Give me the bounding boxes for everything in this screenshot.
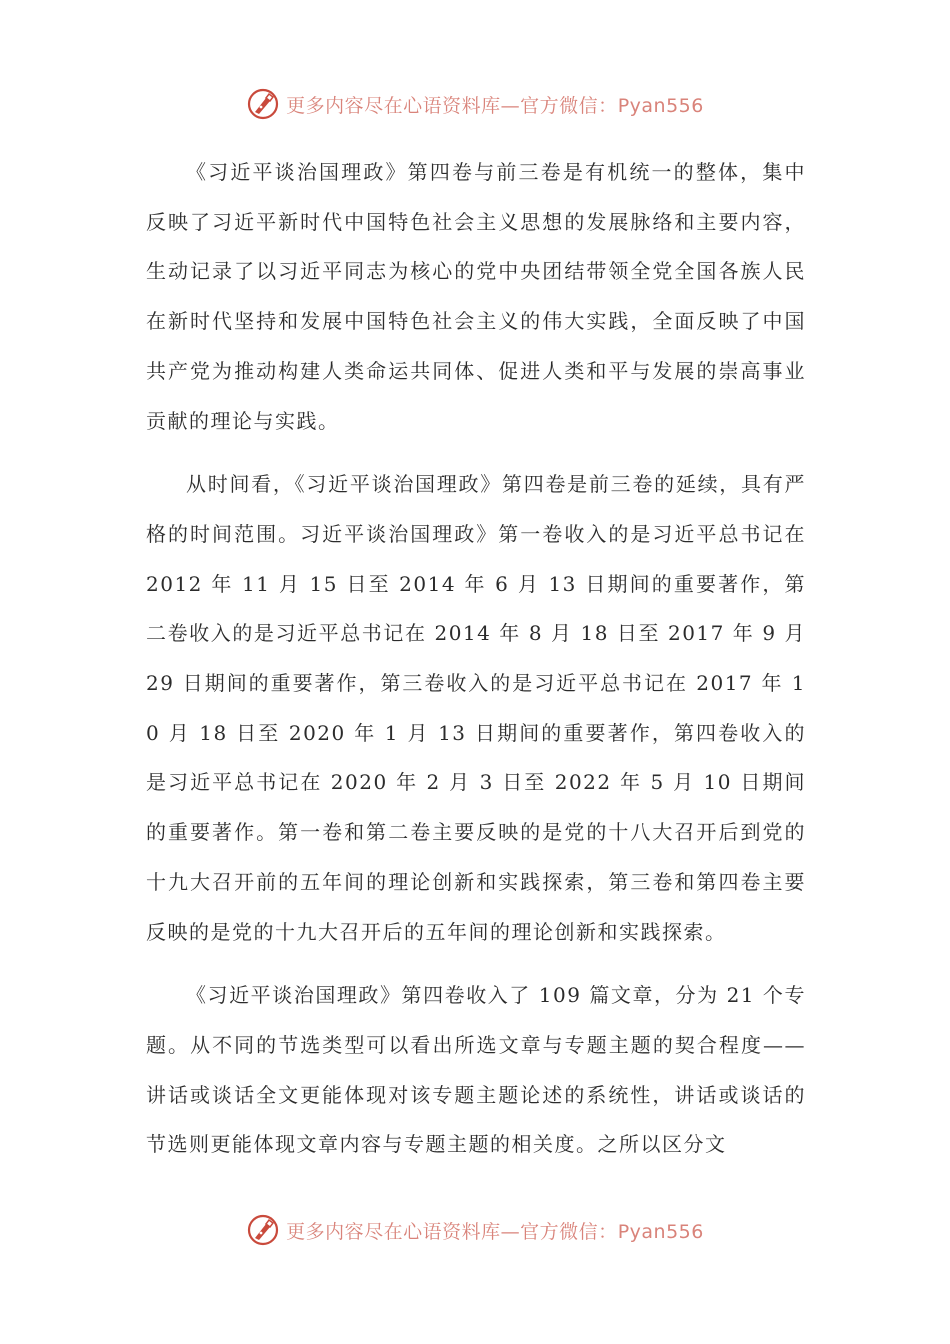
watermark-wechat-label: 官方微信： (520, 1220, 618, 1243)
pen-nib-logo-icon (246, 87, 280, 121)
pen-nib-logo-icon (246, 1213, 280, 1247)
header-watermark (0, 84, 950, 124)
paragraph-1: 《习近平谈治国理政》第四卷与前三卷是有机统一的整体，集中反映了习近平新时代中国特色社会主义思想的发展脉络和主要内容，生动记录了以习近平同志为核心的党中央团结带领全党全国各族人民在新时代坚持和发展中国特色社会主义的伟大实践，全面反映了中国共产党为推动构建人类命运共同体、促进人类和平与发展的崇高事业贡献的理论与实践。 (146, 160, 806, 433)
watermark-wechat-id: Pyan556 (617, 1220, 704, 1243)
watermark-prefix: 更多内容尽在心语资料库 (286, 94, 501, 117)
watermark-wechat-label: 官方微信： (520, 94, 618, 117)
watermark-dash: — (500, 94, 521, 117)
paragraph-3: 《习近平谈治国理政》第四卷收入了 109 篇文章，分为 21 个专题。从不同的节选类型可以看出所选文章与专题主题的契合程度——讲话或谈话全文更能体现对该专题主题论述的系统性，讲话或谈话的节选则更能体现文章内容与专题主题的相关度。之所以区分文 (146, 983, 806, 1157)
watermark-text (286, 1217, 704, 1244)
body-text (146, 148, 806, 1184)
watermark-text (286, 91, 704, 118)
watermark-dash: — (500, 1220, 521, 1243)
footer-watermark (0, 1210, 950, 1250)
watermark-wechat-id: Pyan556 (617, 94, 704, 117)
watermark-prefix: 更多内容尽在心语资料库 (286, 1220, 501, 1243)
paragraph-2: 从时间看，《习近平谈治国理政》第四卷是前三卷的延续，具有严格的时间范围。习近平谈治国理政》第一卷收入的是习近平总书记在 2012 年 11 月 15 日至 2014 年 6 月 13 日期间的重要著作，第二卷收入的是习近平总书记在 2014 年 8 月 18 日至 2017 年 9 月 29 日期间的重要著作，第三卷收入的是习近平总书记在 2017 年 10 月 18 日至 2020 年 1 月 13 日期间的重要著作，第四卷收入的是习近平总书记在 2020 年 2 月 3 日至 2022 年 5 月 10 日期间的重要著作。第一卷和第二卷主要反映的是党的十八大召开后到党的十九大召开前的五年间的理论创新和实践探索，第三卷和第四卷主要反映的是党的十九大召开后的五年间的理论创新和实践探索。 (146, 472, 806, 944)
